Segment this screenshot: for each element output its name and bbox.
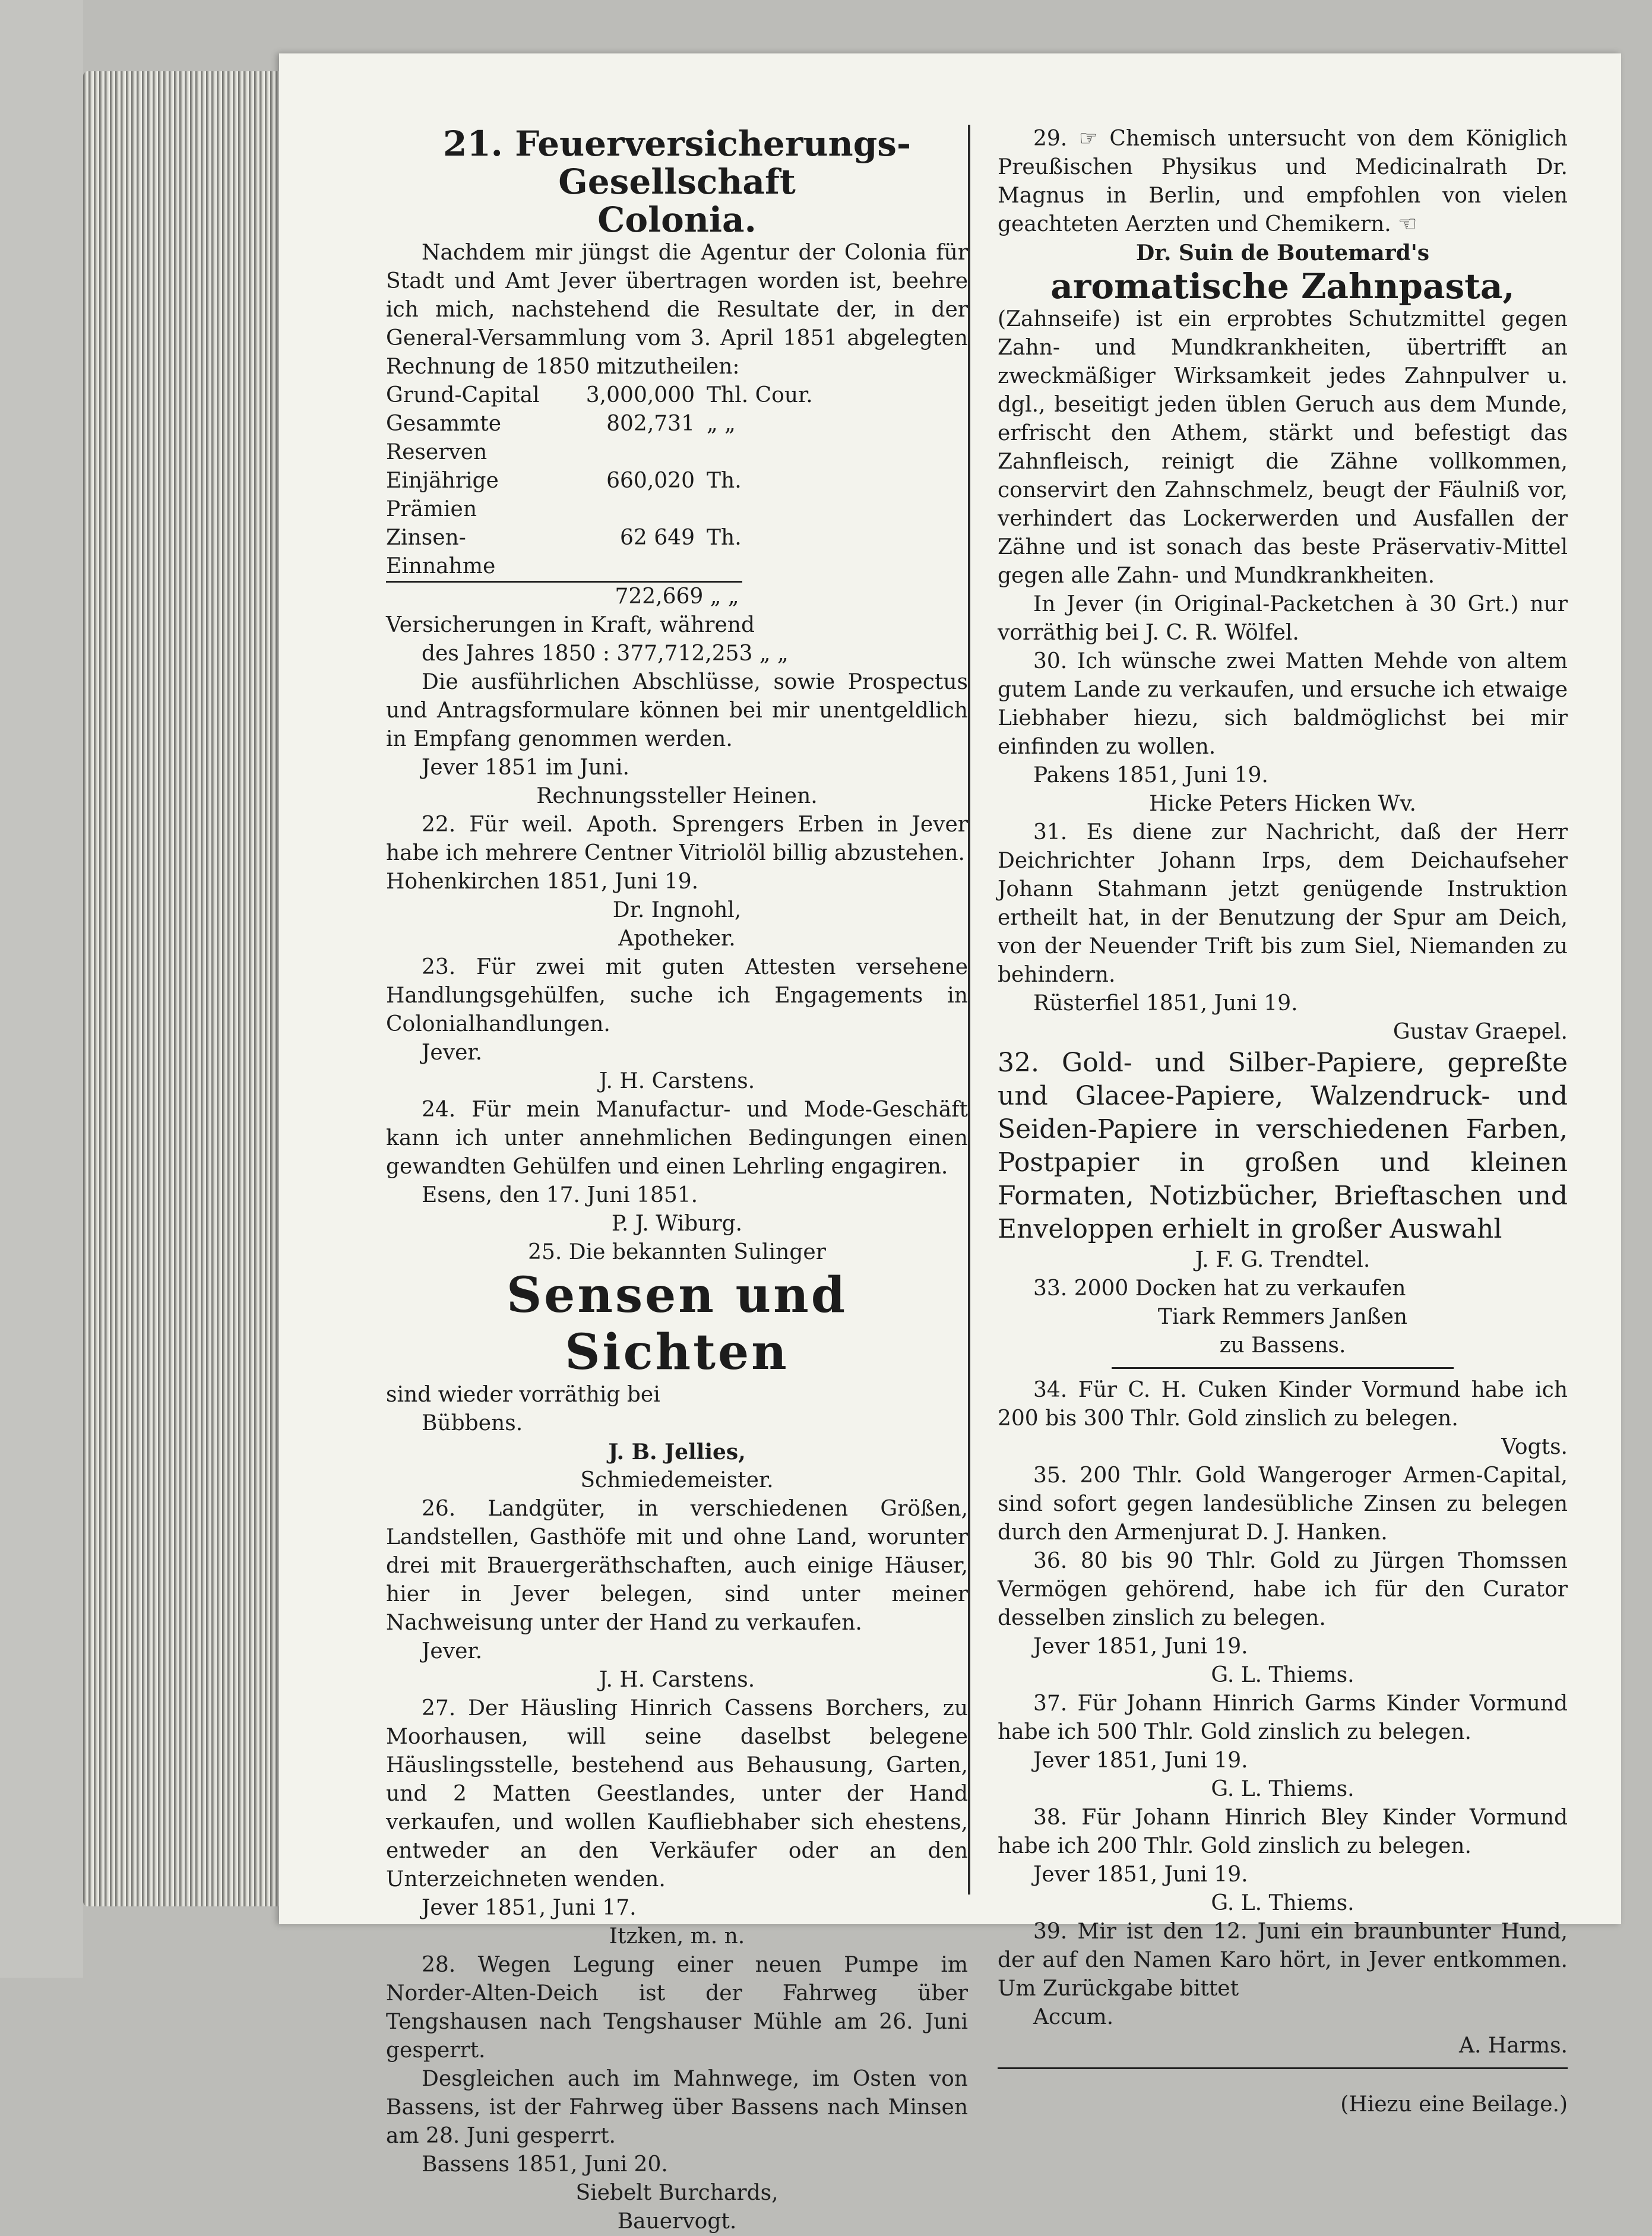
ad-21-row xyxy=(386,410,968,467)
ad-21-row xyxy=(386,381,968,410)
ad-35-text: 35. 200 Thlr. Gold Wangeroger Armen-Capital, sind sofort gegen landesübliche Zinsen zu belegen durch den Armenjurat D. J. Hanken. xyxy=(998,1463,1568,1545)
ad-21-insured-line: Versicherungen in Kraft, während xyxy=(386,613,755,637)
ad-39-text: 39. Mir ist den 12. Juni ein braunbunter Hund, der auf den Namen Karo hört, in Jever entkommen. Um Zurückgabe bittet xyxy=(998,1919,1568,2001)
ad-23-place: Jever. xyxy=(422,1040,483,1065)
ad-23-signature: J. H. Carstens. xyxy=(599,1069,755,1093)
ad-21-row-amount: 3,000,000 xyxy=(586,383,695,407)
ad-32-signature: J. F. G. Trendtel. xyxy=(1195,1248,1371,1272)
ad-28-text-2: Desgleichen auch im Mahnwege, im Osten von Bassens, ist der Fahrweg über Bassens nach Minsen am 28. Juni gesperrt. xyxy=(386,2067,968,2148)
footer-note: (Hiezu eine Beilage.) xyxy=(1340,2092,1568,2117)
ad-21-row-label: Gesammte Reserven xyxy=(386,412,502,464)
ad-38-text: 38. Für Johann Hinrich Bley Kinder Vormund habe ich 200 Thlr. Gold zinslich zu belegen. xyxy=(998,1805,1568,1858)
ad-21-row-label: Grund-Capital xyxy=(386,383,540,407)
ad-21-row xyxy=(386,524,968,581)
ad-29-brand: Dr. Suin de Boutemard's xyxy=(1135,241,1430,265)
left-column xyxy=(386,125,968,2236)
ad-21-heading: 21. Feuerversicherungs-Gesellschaft xyxy=(442,124,912,202)
ad-29-heading: 29. ☞ Chemisch untersucht von dem Königlich Preußischen Physikus und Medicinalrath Dr. Magnus in Berlin, und empfohlen von vielen geachteten Aerzten und Chemikern. ☜ xyxy=(998,126,1568,236)
ad-24 xyxy=(386,1096,968,1238)
ad-33-signature-place: zu Bassens. xyxy=(1219,1333,1346,1358)
ad-36-place: Jever 1851, Juni 19. xyxy=(1033,1634,1248,1659)
ad-21-row xyxy=(386,467,968,524)
ad-22-place: Hohenkirchen 1851, Juni 19. xyxy=(386,869,699,894)
ad-35 xyxy=(998,1462,1568,1547)
ad-22-text: 22. Für weil. Apoth. Sprengers Erben in Jever habe ich mehrere Centner Vitriolöl billig abzustehen. xyxy=(386,812,968,865)
ad-34-signature: Vogts. xyxy=(1501,1435,1568,1459)
ad-25-place: Bübbens. xyxy=(422,1411,523,1435)
ad-27-signature: Itzken, m. n. xyxy=(609,1924,745,1949)
ad-32 xyxy=(998,1046,1568,1274)
ad-30-signature: Hicke Peters Hicken Wv. xyxy=(1149,792,1416,816)
newspaper-page xyxy=(279,53,1621,2234)
ad-37-place: Jever 1851, Juni 19. xyxy=(1033,1748,1248,1773)
ad-33 xyxy=(998,1274,1568,1360)
ad-38-signature: G. L. Thiems. xyxy=(1211,1891,1354,1915)
ad-21 xyxy=(386,125,968,811)
ad-36 xyxy=(998,1547,1568,1690)
ad-31-signature: Gustav Graepel. xyxy=(1393,1020,1568,1044)
ad-37 xyxy=(998,1690,1568,1804)
ad-36-signature: G. L. Thiems. xyxy=(1211,1663,1354,1687)
ad-28-place: Bassens 1851, Juni 20. xyxy=(422,2152,668,2177)
ad-22 xyxy=(386,811,968,953)
ad-21-row-label: Einjährige Prämien xyxy=(386,469,499,521)
ad-26 xyxy=(386,1495,968,1694)
ad-36-text: 36. 80 bis 90 Thlr. Gold zu Jürgen Thomssen Vermögen gehörend, habe ich für den Curator desselben zinslich zu belegen. xyxy=(998,1549,1568,1630)
ad-31-text: 31. Es diene zur Nachricht, daß der Herr Deichrichter Johann Irps, dem Deichaufseher Johann Stahmann jetzt genügende Instruktion ertheilt hat, in der Benutzung der Spur am Deich, von der Neuender Trift bis zum Siel, Niemanden zu behindern. xyxy=(998,820,1568,987)
ad-21-closing: Die ausführlichen Abschlüsse, sowie Prospectus und Antragsformulare können bei mir unentgeldlich in Empfang genommen werden. xyxy=(386,670,968,751)
ad-21-row-label: Zinsen-Einnahme xyxy=(386,526,496,578)
right-column xyxy=(998,125,1568,2140)
ad-37-signature: G. L. Thiems. xyxy=(1211,1777,1354,1801)
ad-33-signature: Tiark Remmers Janßen xyxy=(1157,1305,1408,1329)
ad-29-text: (Zahnseife) ist ein erprobtes Schutzmittel gegen Zahn- und Mundkrankheiten, übertrifft an zweckmäßiger Wirksamkeit jedes Zahnpulver u. dgl., beseitigt jeden üblen Geruch aus dem Munde, erfrischt den Athem, stärkt und befestigt das Zahnfleisch, reinigt die Zähne vollkommen, conservirt den Zahnschmelz, beugt der Fäulniß vor, verhindert das Lockerwerden und Ausfallen der Zähne und ist sonach das beste Präservativ-Mittel gegen alle Zahn- und Mundkrankheiten. xyxy=(998,307,1568,588)
ad-21-place: Jever 1851 im Juni. xyxy=(422,755,629,780)
ad-21-row-unit: Thl. Cour. xyxy=(707,383,813,407)
ad-23 xyxy=(386,953,968,1096)
ad-21-row-amount: 62 649 xyxy=(620,526,695,550)
ad-25-intro: 25. Die bekannten Sulinger xyxy=(528,1240,826,1264)
ad-22-signature-title: Apotheker. xyxy=(618,926,736,951)
ad-30 xyxy=(998,647,1568,818)
ad-31 xyxy=(998,818,1568,1046)
ad-21-company-name: Colonia. xyxy=(597,200,757,240)
book-page-edges xyxy=(83,71,285,1906)
ad-37-text: 37. Für Johann Hinrich Garms Kinder Vormund habe ich 500 Thlr. Gold zinslich zu belegen. xyxy=(998,1691,1568,1744)
ad-25-heading: Sensen und Sichten xyxy=(506,1267,848,1381)
ad-39-place: Accum. xyxy=(1033,2005,1114,2029)
ad-34-text: 34. Für C. H. Cuken Kinder Vormund habe ich 200 bis 300 Thlr. Gold zinslich zu belegen. xyxy=(998,1378,1568,1431)
footer-rule xyxy=(998,2067,1568,2069)
ad-28-signature-title: Bauervogt. xyxy=(617,2209,737,2234)
ad-24-signature: P. J. Wiburg. xyxy=(611,1212,743,1236)
ad-21-row-unit: Th. xyxy=(707,526,742,550)
ad-28-signature: Siebelt Burchards, xyxy=(575,2181,778,2205)
ad-27-place: Jever 1851, Juni 17. xyxy=(422,1896,637,1920)
ad-21-signature: Rechnungssteller Heinen. xyxy=(536,784,818,808)
ad-24-place: Esens, den 17. Juni 1851. xyxy=(422,1183,698,1207)
ad-39-signature: A. Harms. xyxy=(1458,2033,1568,2058)
ad-38 xyxy=(998,1804,1568,1918)
ad-30-text: 30. Ich wünsche zwei Matten Mehde von altem gutem Lande zu verkaufen, und ersuche ich etwaige Liebhaber hiezu, sich baldmöglichst bei mir einfinden zu wollen. xyxy=(998,649,1568,759)
ad-29-product: aromatische Zahnpasta, xyxy=(1050,266,1515,306)
ad-25 xyxy=(386,1238,968,1495)
ad-22-signature: Dr. Ingnohl, xyxy=(612,898,742,922)
ad-25-signature-title: Schmiedemeister. xyxy=(580,1468,774,1492)
ad-39 xyxy=(998,1918,1568,2060)
ad-26-text: 26. Landgüter, in verschiedenen Größen, Landstellen, Gasthöfe mit und ohne Land, worunter drei mit Brauergeräthschaften, auch einige Häuser, hier in Jever belegen, sind unter meiner Nachweisung unter der Hand zu verkaufen. xyxy=(386,1497,968,1635)
ad-21-row-unit: Th. xyxy=(707,469,742,493)
ad-23-text: 23. Für zwei mit guten Attesten versehene Handlungsgehülfen, suche ich Engagements in Colonialhandlungen. xyxy=(386,955,968,1036)
ad-21-total: 722,669 „ „ xyxy=(615,584,739,609)
ad-38-place: Jever 1851, Juni 19. xyxy=(1033,1862,1248,1887)
ad-34 xyxy=(998,1376,1568,1462)
column-divider xyxy=(968,125,970,1895)
ad-31-place: Rüsterfiel 1851, Juni 19. xyxy=(1033,991,1298,1016)
scanner-background xyxy=(0,0,83,1978)
ad-30-place: Pakens 1851, Juni 19. xyxy=(1033,763,1268,787)
ad-26-signature: J. H. Carstens. xyxy=(599,1668,755,1692)
section-rule xyxy=(1112,1367,1454,1369)
ad-21-insured-amount: des Jahres 1850 : 377,712,253 „ „ xyxy=(422,641,789,666)
ad-29-stock: In Jever (in Original-Packetchen à 30 Grt.) nur vorräthig bei J. C. R. Wölfel. xyxy=(998,592,1568,645)
ad-33-text: 33. 2000 Docken hat zu verkaufen xyxy=(1033,1276,1406,1301)
ad-27 xyxy=(386,1694,968,1951)
ad-24-text: 24. Für mein Manufactur- und Mode-Geschäft kann ich unter annehmlichen Bedingungen einen gewandten Gehülfen und einen Lehrling engagiren. xyxy=(386,1098,968,1179)
ad-21-row-unit: „ „ xyxy=(707,412,736,436)
ad-21-row-amount: 660,020 xyxy=(606,469,695,493)
ad-27-text: 27. Der Häusling Hinrich Cassens Borchers, zu Moorhausen, will seine daselbst belegene Häuslingsstelle, bestehend aus Behausung, Garten, und 2 Matten Geestlandes, unter der Hand verkaufen, und wollen Kaufliebhaber sich ehestens, entweder an den Verkäufer oder an den Unterzeichneten wenden. xyxy=(386,1696,968,1892)
ad-25-text: sind wieder vorräthig bei xyxy=(386,1383,660,1407)
ad-21-intro: Nachdem mir jüngst die Agentur der Colonia für Stadt und Amt Jever übertragen worden ist, beehre ich mich, nachstehend die Resultate der, in der General-Versammlung vom 3. April 1851 abgelegten Rechnung de 1850 mitzutheilen: xyxy=(386,241,968,379)
ad-26-place: Jever. xyxy=(422,1639,483,1663)
ad-25-signature: J. B. Jellies, xyxy=(608,1440,746,1465)
ad-21-row-amount: 802,731 xyxy=(606,412,695,436)
ad-28 xyxy=(386,1951,968,2236)
ad-28-text: 28. Wegen Legung einer neuen Pumpe im Norder-Alten-Deich ist der Fahrweg über Tengshausen nach Tengshauser Mühle am 26. Juni gesperrt. xyxy=(386,1953,968,2063)
ad-32-text: 32. Gold- und Silber-Papiere, gepreßte und Glacee-Papiere, Walzendruck- und Seiden-Papiere in verschiedenen Farben, Postpapier in großen und kleinen Formaten, Notizbücher, Brieftaschen und Enveloppen erhielt in großer Auswahl xyxy=(998,1048,1568,1244)
ad-29 xyxy=(998,125,1568,647)
